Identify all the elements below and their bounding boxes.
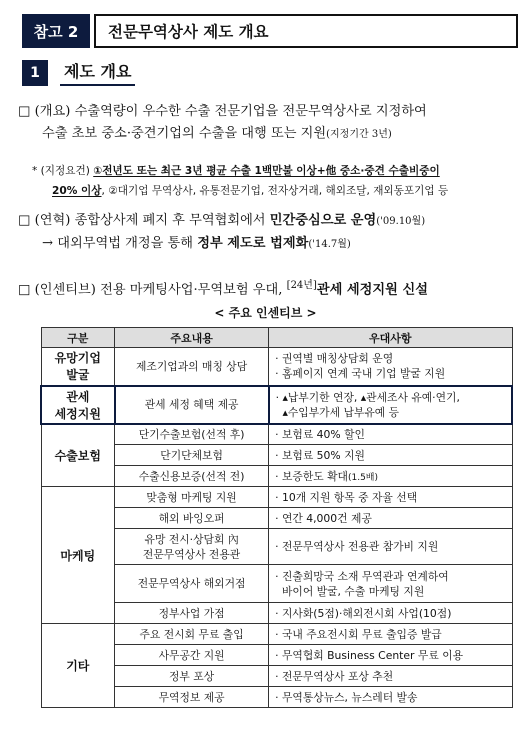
- content-cell: 제조기업과의 매칭 상담: [115, 348, 269, 386]
- table-row: [41, 624, 512, 645]
- note-line2: 20% 이상, ②대기업 무역상사, 유통전문기업, 전자상거래, 해외조달, 재외동포기업 등: [52, 185, 449, 197]
- content-cell: 정부 포상: [115, 666, 269, 687]
- content-cell: 무역정보 제공: [115, 687, 269, 708]
- benefit-cell: · 전문무역상사 포상 추천: [269, 666, 512, 687]
- content-cell: 사무공간 지원: [115, 645, 269, 666]
- benefit-cell: · 권역별 매칭상담회 운영 · 홈페이지 연계 국내 기업 발굴 지원: [269, 348, 512, 386]
- header-benefit: 우대사항: [269, 328, 512, 348]
- content-cell: 정부사업 가점: [115, 603, 269, 624]
- benefit-cell: · 무역협회 Business Center 무료 이용: [269, 645, 512, 666]
- content-cell: 단기단체보험: [115, 445, 269, 466]
- header-category: 구분: [41, 328, 115, 348]
- paragraph-incentive-line1: □ (인센티브) 전용 마케팅사업·무역보험 우대, [24년]관세 세정지원 신설: [18, 280, 428, 298]
- benefit-cell: · 지사화(5점)·해외전시회 사업(10점): [269, 603, 512, 624]
- category-cell: 마케팅: [41, 487, 115, 624]
- page-title: 전문무역상사 제도 개요: [94, 14, 518, 48]
- content-cell: 주요 전시회 무료 출입: [115, 624, 269, 645]
- paragraph-overview: [18, 101, 427, 146]
- checkbox-bullet-icon: □: [18, 104, 31, 119]
- content-cell: 수출신용보증(선적 전): [115, 466, 269, 487]
- benefit-cell: · 전문무역상사 전용관 참가비 지원: [269, 529, 512, 565]
- paragraph-history-line1: □ (연혁) 종합상사제 폐지 후 무역협회에서 민간중심으로 운영('09.10월): [18, 213, 426, 228]
- table-row: [41, 386, 512, 424]
- benefit-cell: · 연간 4,000건 제공: [269, 508, 512, 529]
- benefit-cell: · 보험료 50% 지원: [269, 445, 512, 466]
- paragraph-incentive: [18, 275, 428, 301]
- section-heading: [22, 60, 135, 86]
- incentive-table: [40, 327, 513, 708]
- title-bar: [22, 14, 518, 48]
- paragraph-overview-line2: 수출 초보 중소·중견기업의 수출을 대행 또는 지원(지정기간 3년): [42, 126, 392, 141]
- benefit-cell: · 진출희망국 소재 무역관과 연계하여 바이어 발굴, 수출 마케팅 지원: [269, 565, 512, 603]
- checkbox-bullet-icon: □: [18, 282, 31, 298]
- category-cell: 수출보험: [41, 424, 115, 487]
- category-cell: 관세 세정지원: [41, 386, 115, 424]
- reference-tag: 참고 2: [22, 14, 90, 48]
- benefit-cell: · 무역통상뉴스, 뉴스레터 발송: [269, 687, 512, 708]
- table-row: [41, 424, 512, 445]
- table-row: [41, 487, 512, 508]
- content-cell: 유망 전시·상담회 內 전문무역상사 전용관: [115, 529, 269, 565]
- benefit-cell: · 보증한도 확대(1.5배): [269, 466, 512, 487]
- note-requirements: [32, 161, 448, 201]
- table-caption: < 주요 인센티브 >: [214, 306, 317, 320]
- content-cell: 단기수출보험(선적 후): [115, 424, 269, 445]
- checkbox-bullet-icon: □: [18, 213, 31, 228]
- content-cell: 관세 세정 혜택 제공: [115, 386, 269, 424]
- benefit-cell: · 보험료 40% 할인: [269, 424, 512, 445]
- content-cell: 해외 바잉오퍼: [115, 508, 269, 529]
- table-row: [41, 348, 512, 386]
- benefit-cell: · 10개 지원 항목 중 자율 선택: [269, 487, 512, 508]
- benefit-cell: · 국내 주요전시회 무료 출입증 발급: [269, 624, 512, 645]
- note-line1: * (지정요건) ①전년도 또는 최근 3년 평균 수출 1백만불 이상+他 중소·중견 수출비중이: [32, 165, 440, 177]
- paragraph-history-line2: → 대외무역법 개정을 통해 정부 제도로 법제화('14.7월): [42, 236, 351, 251]
- content-cell: 전문무역상사 해외거점: [115, 565, 269, 603]
- header-content: 주요내용: [115, 328, 269, 348]
- content-cell: 맞춤형 마케팅 지원: [115, 487, 269, 508]
- category-cell: 기타: [41, 624, 115, 708]
- paragraph-overview-line1: □ (개요) 수출역량이 우수한 수출 전문기업을 전문무역상사로 지정하여: [18, 104, 427, 119]
- benefit-cell: · ▴납부기한 연장, ▴관세조사 유예·연기, ▴수입부가세 납부유예 등: [269, 386, 512, 424]
- table-header-row: [41, 328, 512, 348]
- category-cell: 유망기업 발굴: [41, 348, 115, 386]
- section-number: 1: [22, 60, 48, 86]
- paragraph-history: [18, 210, 425, 256]
- section-title: 제도 개요: [60, 60, 135, 86]
